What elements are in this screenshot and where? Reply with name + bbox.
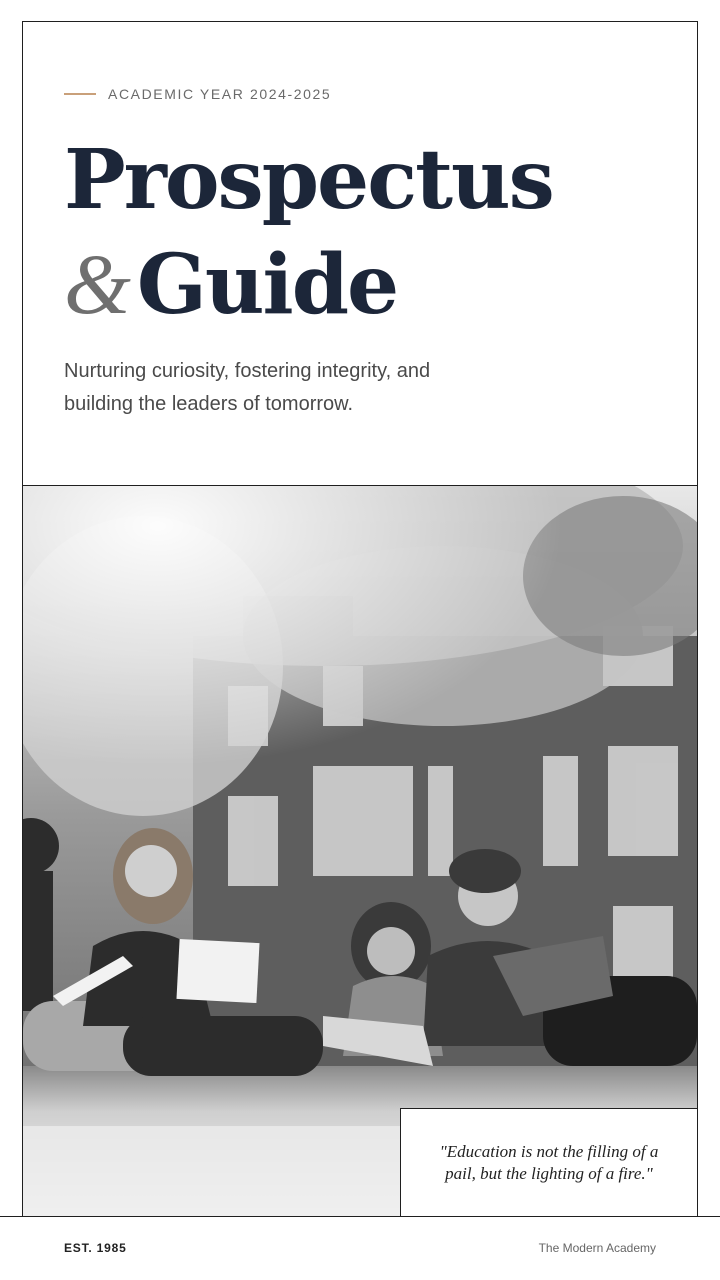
established-label: EST. 1985 [64,1241,127,1255]
quote-card [400,1108,698,1218]
title-line-prospectus: Prospectus [64,132,553,228]
school-name: The Modern Academy [538,1241,656,1255]
eyebrow [64,86,331,102]
tagline: Nurturing curiosity, fostering integrity, and building the leaders of tomorrow. [64,360,431,415]
academic-year-label: ACADEMIC YEAR 2024-2025 [108,86,332,102]
page-title [64,128,553,337]
eyebrow-rule [64,93,96,95]
footer [0,1216,720,1280]
title-ampersand: & [64,236,129,332]
title-line-guide: Guide [136,237,398,333]
quote-text: "Education is not the filling of a pail, but the lighting of a fire." [439,1142,659,1183]
